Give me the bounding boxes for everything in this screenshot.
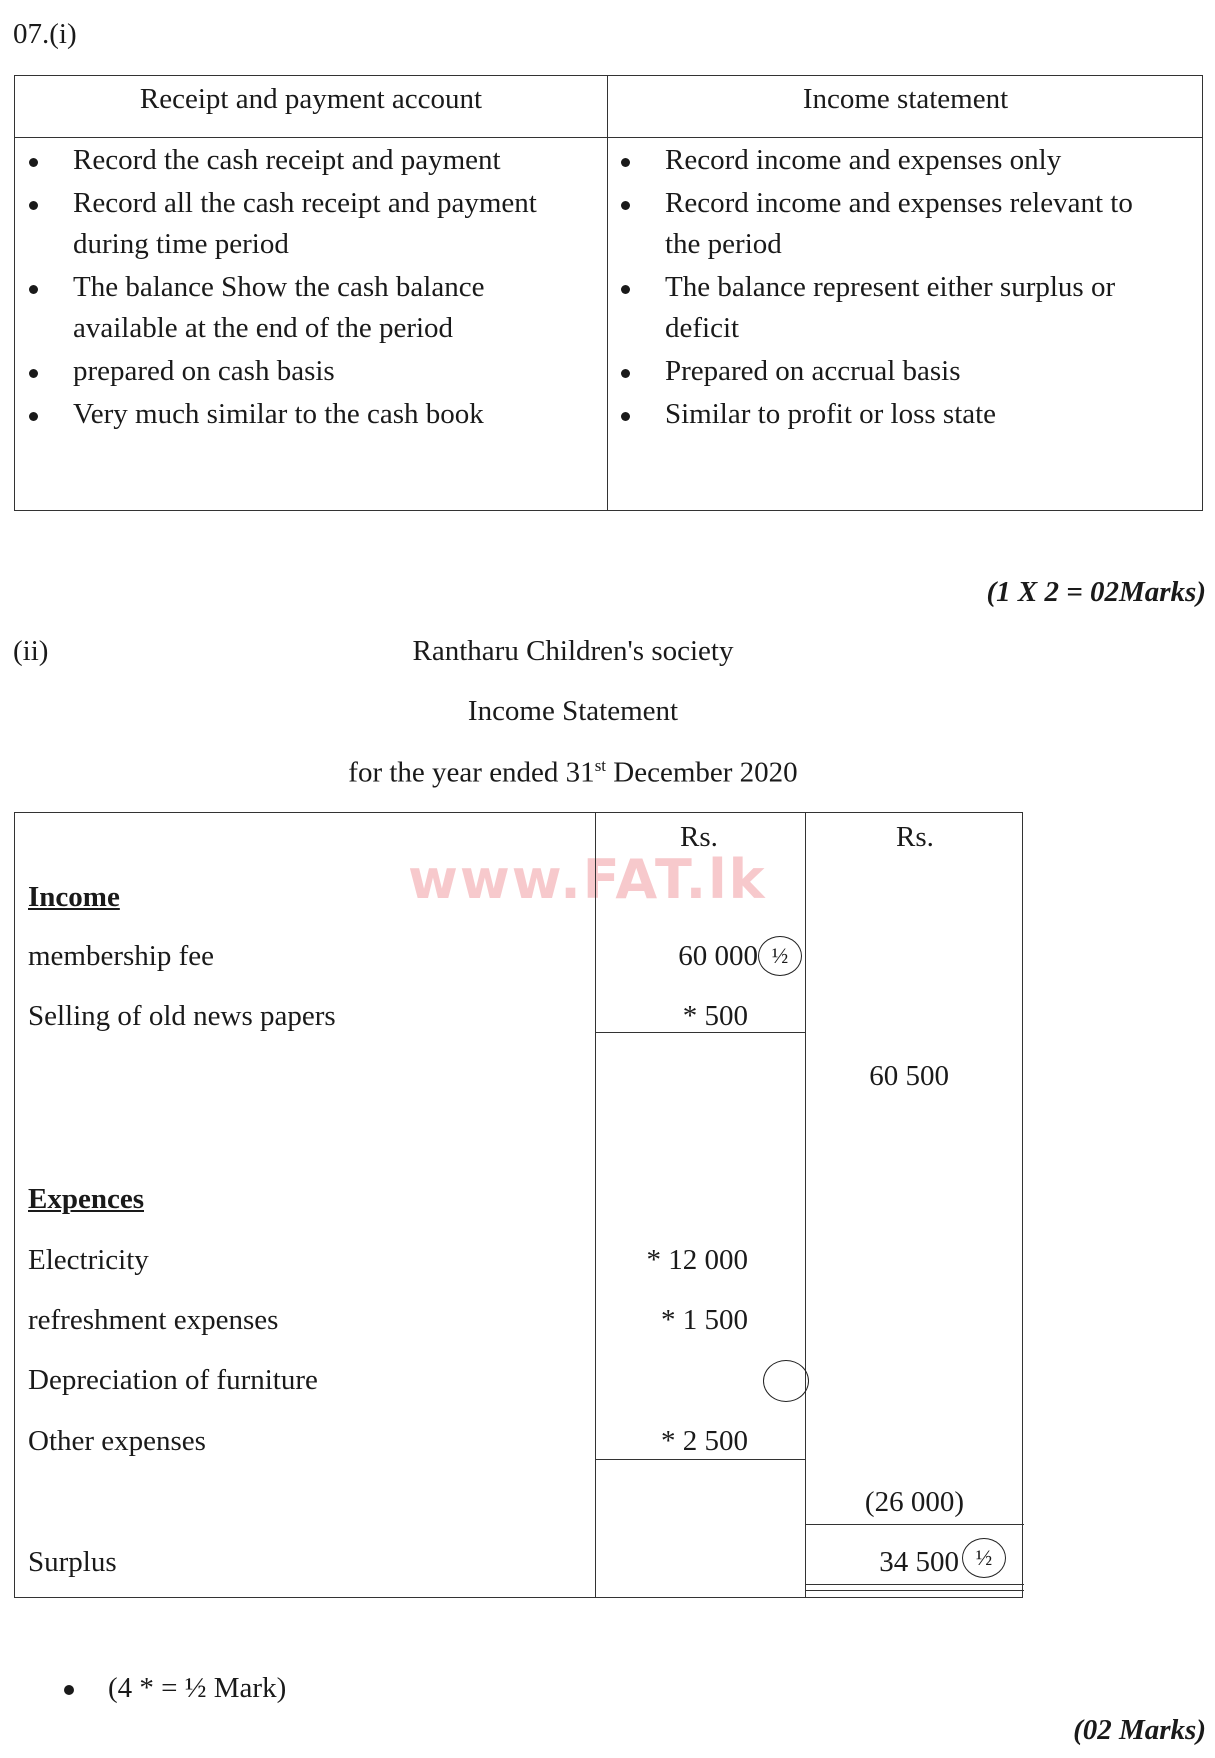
list-item: The balance represent either surplus or deficit xyxy=(607,267,1204,349)
organization-name: Rantharu Children's society xyxy=(412,635,734,667)
income-total: 60 500 xyxy=(869,1060,949,1092)
list-item: prepared on cash basis xyxy=(15,351,607,392)
bullet xyxy=(64,1685,74,1695)
list-item: The balance Show the cash balance available at the end of the period xyxy=(15,267,607,349)
list-item: Very much similar to the cash book xyxy=(15,394,607,435)
statement-title: Income Statement xyxy=(467,695,679,727)
subtotal-underline xyxy=(595,1032,805,1033)
list-item: Record the cash receipt and payment xyxy=(15,140,607,181)
receipt-payment-header: Receipt and payment account xyxy=(139,83,483,115)
comparison-table xyxy=(14,75,1203,511)
income-heading: Income xyxy=(28,881,120,913)
expense-label: refreshment expenses xyxy=(28,1304,279,1336)
expense-amount: * 1 500 xyxy=(661,1304,748,1336)
receipt-payment-list xyxy=(15,140,607,437)
double-underline-bottom xyxy=(806,1590,1024,1591)
expense-label: Depreciation of furniture xyxy=(28,1364,318,1396)
list-item: Similar to profit or loss state xyxy=(607,394,1204,435)
question-label: 07.(i) xyxy=(13,18,77,50)
list-item: Prepared on accrual basis xyxy=(607,351,1204,392)
expense-total: (26 000) xyxy=(864,1486,964,1518)
expense-heading: Expences xyxy=(28,1183,144,1215)
column-divider xyxy=(595,813,596,1597)
part-i-marks: (1 X 2 = 02Marks) xyxy=(986,576,1206,608)
statement-period: for the year ended 31st December 2020 xyxy=(348,756,798,789)
empty-mark-circle xyxy=(763,1360,809,1402)
list-item: Record all the cash receipt and payment during time period xyxy=(15,183,607,265)
part-ii-label: (ii) xyxy=(13,635,49,667)
header-divider xyxy=(15,137,1202,138)
income-statement-header: Income statement xyxy=(802,83,1009,115)
double-underline-top xyxy=(806,1584,1024,1585)
surplus-amount: 34 500 xyxy=(879,1546,959,1578)
column-divider xyxy=(805,813,806,1597)
list-item: Record income and expenses relevant to the period xyxy=(607,183,1204,265)
income-statement-list xyxy=(607,140,1204,437)
watermark: www.FAT.lk xyxy=(408,848,767,911)
surplus-label: Surplus xyxy=(28,1546,117,1578)
list-item: Record income and expenses only xyxy=(607,140,1204,181)
income-label: Selling of old news papers xyxy=(28,1000,336,1032)
total-underline xyxy=(806,1524,1024,1525)
income-label: membership fee xyxy=(28,940,215,972)
half-mark-circle: ½ xyxy=(962,1538,1006,1578)
col2-header: Rs. xyxy=(896,821,934,853)
subtotal-underline xyxy=(595,1459,805,1460)
expense-label: Other expenses xyxy=(28,1425,206,1457)
marks-note: (4 * = ½ Mark) xyxy=(108,1672,287,1704)
expense-amount: * 2 500 xyxy=(661,1425,748,1457)
expense-amount: * 12 000 xyxy=(646,1244,748,1276)
half-mark-circle: ½ xyxy=(758,936,802,976)
part-ii-marks: (02 Marks) xyxy=(1073,1714,1206,1746)
income-statement-table xyxy=(14,812,1023,1598)
income-amount: * 500 xyxy=(682,1000,748,1032)
col1-header: Rs. xyxy=(680,821,718,853)
income-amount: 60 000 xyxy=(678,940,758,972)
expense-label: Electricity xyxy=(28,1244,149,1276)
